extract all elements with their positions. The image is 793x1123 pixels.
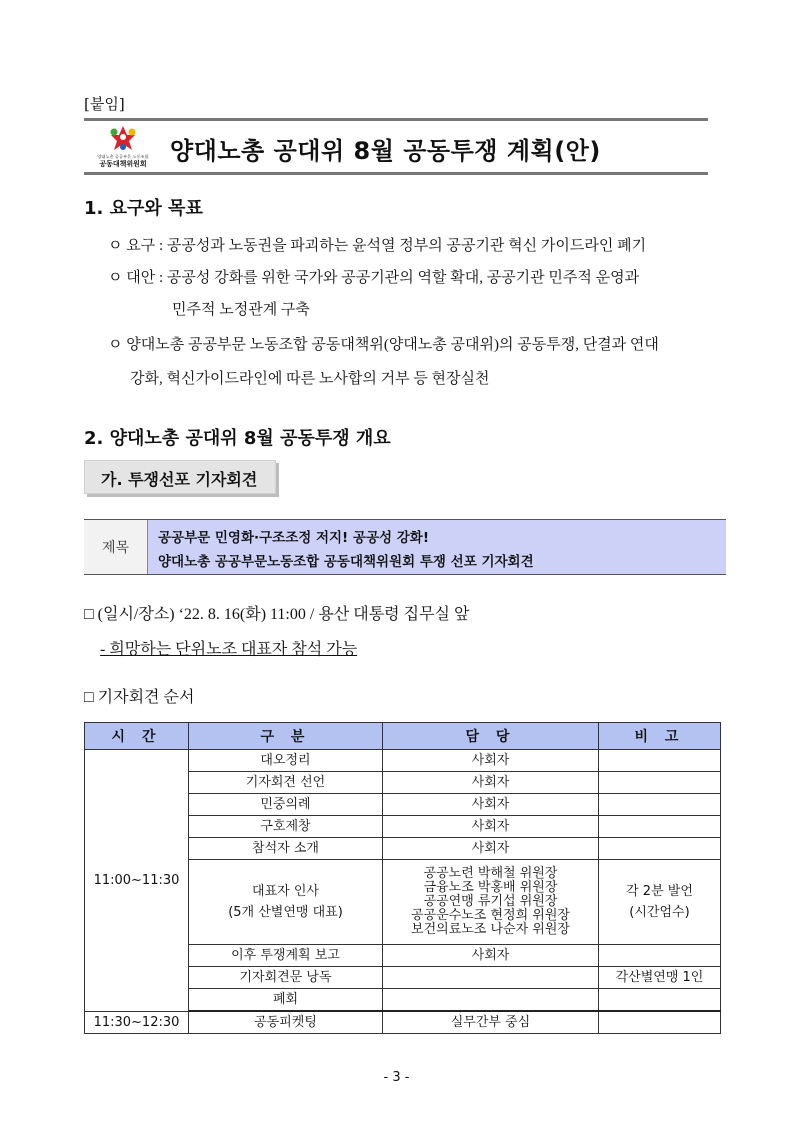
table-row xyxy=(85,1011,721,1034)
speech-note-line-2: (시간엄수) xyxy=(629,905,690,920)
item-cell: 기자회견 선언 xyxy=(189,772,383,794)
note-cell xyxy=(599,989,721,1012)
bullet-alternative-cont: 민주적 노정관계 구축 xyxy=(172,302,310,318)
title-bottom-rule xyxy=(84,172,708,175)
person-cell xyxy=(383,989,599,1012)
person-cell: 사회자 xyxy=(383,794,599,816)
attachment-tag: [붙임] xyxy=(84,95,125,113)
person-cell xyxy=(383,967,599,989)
speaker-2: 금융노조 박홍배 위원장 xyxy=(423,880,558,895)
time-cell: 11:30~12:30 xyxy=(85,1011,189,1034)
item-cell: 민중의례 xyxy=(189,794,383,816)
sub-heading-box xyxy=(84,460,276,494)
topic-box xyxy=(84,519,726,575)
item-cell: 구호제창 xyxy=(189,816,383,838)
person-cell: 실무간부 중심 xyxy=(383,1011,599,1034)
speaker-5: 보건의료노조 나순자 위원장 xyxy=(411,922,570,937)
bullet-alternative: ㅇ 대안 : 공공성 강화를 위한 국가와 공공기관의 역할 확대, 공공기관 민주적 운영과 xyxy=(108,270,640,286)
note-cell xyxy=(599,1011,721,1034)
item-cell: 폐회 xyxy=(189,989,383,1012)
header-item: 구 분 xyxy=(189,723,383,750)
topic-value xyxy=(148,520,726,574)
order-heading: □ 기자회견 순서 xyxy=(84,689,195,706)
section2-heading: 2. 양대노총 공대위 8월 공동투쟁 개요 xyxy=(84,428,391,449)
speaker-1: 공공노련 박해철 위원장 xyxy=(423,866,558,881)
logo-small-text: 양대노총 공공부문 노동조합 xyxy=(97,154,149,159)
person-cell: 사회자 xyxy=(383,838,599,860)
page-title: 양대노총 공대위 8월 공동투쟁 계획(안) xyxy=(170,137,601,165)
header-person: 담 당 xyxy=(383,723,599,750)
speech-item-line-2: (5개 산별연맹 대표) xyxy=(228,905,343,920)
note-cell xyxy=(599,838,721,860)
datetime-place: □ (일시/장소) ‘22. 8. 16(화) 11:00 / 용산 대통령 집무실 앞 xyxy=(84,606,470,623)
topic-line-2: 양대노총 공공부문노동조합 공동대책위원회 투쟁 선포 기자회견 xyxy=(158,554,534,570)
item-cell: 대오정리 xyxy=(189,750,383,772)
bullet-joint-struggle: ㅇ 양대노총 공공부문 노동조합 공동대책위(양대노총 공대위)의 공동투쟁, 단결과 연대 xyxy=(108,337,659,353)
speaker-4: 공공운수노조 현정희 위원장 xyxy=(411,908,570,923)
table-header-row xyxy=(85,723,721,750)
note-cell xyxy=(599,816,721,838)
header-time: 시 간 xyxy=(85,723,189,750)
note-cell: 각산별연맹 1인 xyxy=(599,967,721,989)
item-cell: 공동피켓팅 xyxy=(189,1011,383,1034)
speaker-3: 공공연맹 류기섭 위원장 xyxy=(423,894,558,909)
bullet-joint-struggle-cont: 강화, 혁신가이드라인에 따른 노사합의 거부 등 현장실천 xyxy=(130,371,490,387)
note-cell xyxy=(599,794,721,816)
attendance-note xyxy=(100,636,357,659)
person-cell: 사회자 xyxy=(383,772,599,794)
attendance-note-text: - 희망하는 단위노조 대표자 참석 가능 xyxy=(100,641,358,658)
note-cell xyxy=(599,772,721,794)
table-row xyxy=(85,750,721,772)
time-cell: 11:00~11:30 xyxy=(85,750,189,1012)
page-number: - 3 - xyxy=(383,1070,410,1085)
topic-line-1: 공공부문 민영화·구조조정 저지! 공공성 강화! xyxy=(158,530,429,546)
logo-text: 공동대책위원회 xyxy=(99,160,147,168)
note-cell xyxy=(599,945,721,967)
section1-heading: 1. 요구와 목표 xyxy=(84,198,203,219)
person-cell: 사회자 xyxy=(383,816,599,838)
person-cell: 사회자 xyxy=(383,945,599,967)
note-cell xyxy=(599,750,721,772)
schedule-table xyxy=(84,722,721,1034)
bullet-demand: ㅇ 요구 : 공공성과 노동권을 파괴하는 윤석열 정부의 공공기관 혁신 가이드라인 폐기 xyxy=(108,238,647,254)
item-cell: 기자회견문 낭독 xyxy=(189,967,383,989)
speech-item-line-1: 대표자 인사 xyxy=(252,884,319,899)
item-cell: 이후 투쟁계획 보고 xyxy=(189,945,383,967)
sub-heading: 가. 투쟁선포 기자회견 xyxy=(101,470,258,489)
item-cell: 참석자 소개 xyxy=(189,838,383,860)
person-cell xyxy=(383,860,599,945)
logo-icon xyxy=(90,124,156,170)
item-cell xyxy=(189,860,383,945)
person-cell: 사회자 xyxy=(383,750,599,772)
topic-label: 제목 xyxy=(84,520,148,574)
header-note: 비 고 xyxy=(599,723,721,750)
speech-note-line-1: 각 2분 발언 xyxy=(626,884,693,899)
title-top-rule xyxy=(84,118,708,121)
note-cell xyxy=(599,860,721,945)
